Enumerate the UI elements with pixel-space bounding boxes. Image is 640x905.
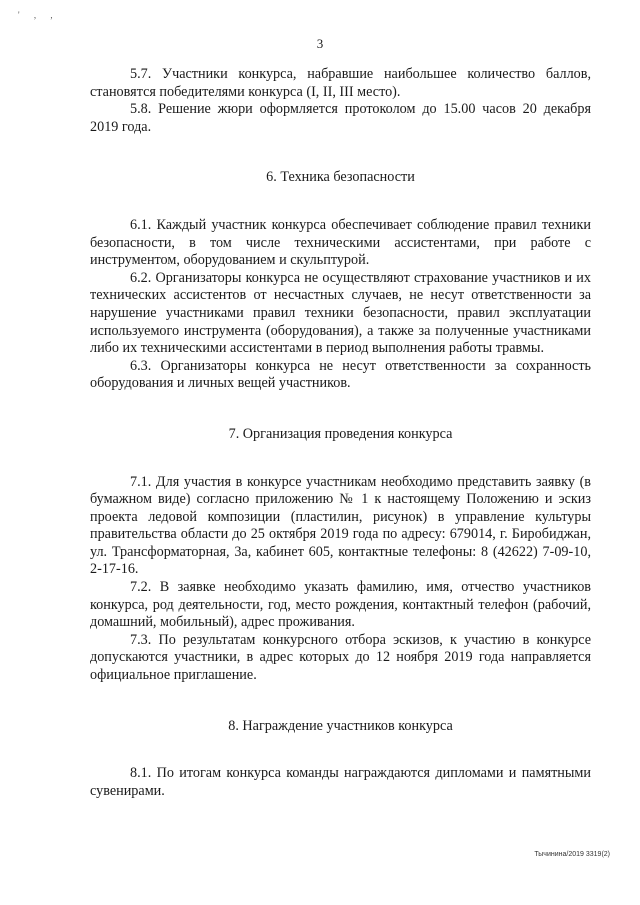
document-body xyxy=(90,66,591,800)
section-6-heading: 6. Техника безопасности xyxy=(266,169,415,186)
paragraph-7-3: 7.3. По результатам конкурсного отбора эскизов, к участию в конкурсе допускаются участники, в адрес которых до 12 ноября 2019 года направляется официальное приглашение. xyxy=(90,631,591,684)
document-registration-code: Тычинина/2019 3319(2) xyxy=(534,851,610,858)
section-8-heading: 8. Награждение участников конкурса xyxy=(228,717,453,734)
scan-marks: ' , , xyxy=(18,10,59,20)
paragraph-5-8: 5.8. Решение жюри оформляется протоколом до 15.00 часов 20 декабря 2019 года. xyxy=(90,101,591,135)
paragraph-5-7: 5.7. Участники конкурса, набравшие наибольшее количество баллов, становятся победителями конкурса (I, II, III место). xyxy=(90,66,591,100)
section-7-heading: 7. Организация проведения конкурса xyxy=(228,425,453,442)
paragraph-7-1: 7.1. Для участия в конкурсе участникам необходимо представить заявку (в бумажном виде) согласно приложению № 1 к настоящему Положению и эскиз проекта ледовой композиции (пластилин, рисунок) в управление культуры правительства области до 25 октября 2019 года по адресу: 679014, г. Биробиджан, ул. Трансформаторная, 3а, кабинет 605, контактные телефоны: 8 (42622) 7-09-10, 2-17-16. xyxy=(90,473,591,578)
page-number: 3 xyxy=(316,36,324,51)
paragraph-6-3: 6.3. Организаторы конкурса не несут ответственности за сохранность оборудования и личных вещей участников. xyxy=(90,357,591,392)
paragraph-7-2: 7.2. В заявке необходимо указать фамилию, имя, отчество участников конкурса, род деятельности, год, место рождения, контактный телефон (рабочий, домашний, мобильный), адрес проживания. xyxy=(90,579,591,631)
paragraph-6-1: 6.1. Каждый участник конкурса обеспечивает соблюдение правил техники безопасности, в том числе техническими ассистентами, при работе с инструментом, оборудованием и скульптурой. xyxy=(90,216,591,269)
paragraph-8-1: 8.1. По итогам конкурса команды награждаются дипломами и памятными сувенирами. xyxy=(90,765,591,799)
paragraph-6-2: 6.2. Организаторы конкурса не осуществляют страхование участников и их технических ассистентов от несчастных случаев, не несут ответственности за нарушение участниками правил техники безопасности, правил эксплуатации используемого инструмента (оборудования), а также за полученные участниками либо их техническими ассистентами в период выполнения работы травмы. xyxy=(90,269,591,357)
